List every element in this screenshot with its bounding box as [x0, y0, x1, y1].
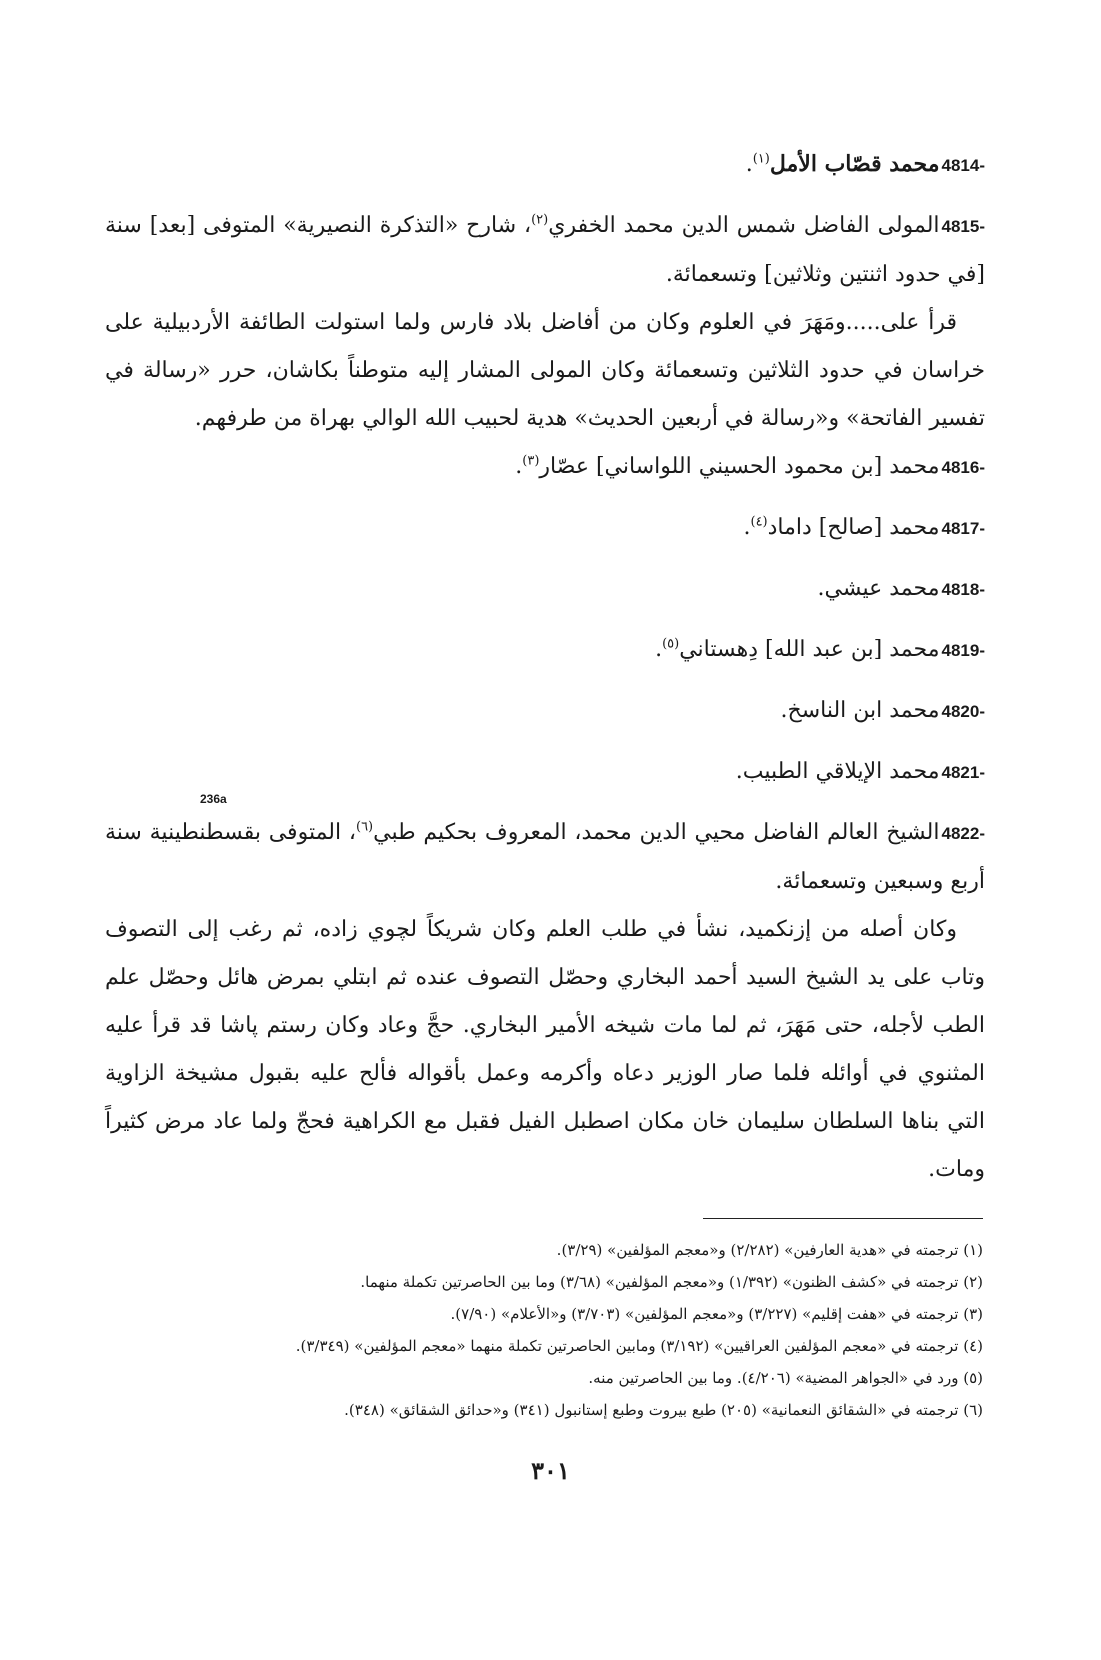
- entry-4822: [105, 809, 985, 906]
- footnote-ref[interactable]: (٦): [355, 819, 374, 835]
- entry-heading: محمد [بن عبد الله] دِهستاني: [679, 637, 940, 662]
- entry-number: 4814-: [941, 156, 985, 175]
- entry-tail: ، شارح «التذكرة النصيرية» المتوفى [بعد] سنة [في حدود اثنتين وثلاثين] وتسعمائة.: [105, 213, 985, 287]
- footnote: (٤) ترجمته في «معجم المؤلفين العراقيين» (٣/١٩٢) ومابين الحاصرتين تكملة منهما «معجم المؤلفين» (٣/٣٤٩).: [295, 1337, 983, 1355]
- footnotes: [103, 1234, 983, 1426]
- entry-number: 4819-: [941, 641, 985, 660]
- footnote: (١) ترجمته في «هدية العارفين» (٢/٢٨٢) و«معجم المؤلفين» (٣/٢٩).: [556, 1241, 983, 1259]
- main-text: [105, 140, 985, 1194]
- entry-tail: .: [743, 515, 751, 540]
- entry-heading: المولى الفاضل شمس الدين محمد الخفري: [548, 213, 940, 238]
- manuscript-folio-marker: 236a: [200, 792, 227, 806]
- entry-heading: محمد عيشي.: [817, 576, 940, 601]
- footnote-ref[interactable]: (٣): [522, 453, 540, 469]
- footnote-ref[interactable]: (٤): [750, 514, 768, 530]
- footnote: (٥) ورد في «الجواهر المضية» (٤/٢٠٦). وما بين الحاصرتين منه.: [588, 1369, 983, 1387]
- entry-4816: [105, 443, 985, 492]
- entry-tail: ، المتوفى بقسطنطينية سنة أربع وسبعين وتسعمائة.: [105, 820, 985, 894]
- footnote-ref[interactable]: (٢): [531, 212, 549, 228]
- entry-4814: [105, 140, 985, 190]
- entry-heading: الشيخ العالم الفاضل محيي الدين محمد، المعروف بحكيم طبي: [373, 820, 940, 845]
- entry-tail: .: [655, 637, 663, 662]
- entry-4822-paragraph: وكان أصله من إزنكميد، نشأ في طلب العلم وكان شريكاً لچوي زاده، ثم رغب إلى التصوف وتاب على يد الشيخ السيد أحمد البخاري وحصّل التصوف عنده ثم ابتلي بمرض هائل وحصّل علم الطب لأجله، حتى مَهَرَ، ثم لما مات شيخه الأمير البخاري. حجَّ وعاد وكان رستم پاشا قد قرأ عليه المثنوي في أوائله فلما صار الوزير دعاه وأكرمه وعمل بأقواله فألح عليه بقبول مشيخة الزاوية التي بناها السلطان سليمان خان مكان اصطبل الفيل فقبل مع الكراهية فحجّ ولما عاد مرض كثيراً ومات.: [105, 917, 985, 1182]
- entry-heading: محمد ابن الناسخ.: [780, 698, 940, 723]
- entry-number: 4816-: [941, 458, 985, 477]
- entry-4815-paragraph: قرأ على.....ومَهَرَ في العلوم وكان من أفاضل بلاد فارس ولما استولت الطائفة الأردبيلية على خراسان في حدود الثلاثين وتسعمائة وكان المولى المشار إليه متوطناً بكاشان، حرر «رسالة في تفسير الفاتحة» و«رسالة في أربعين الحديث» هدية لحبيب الله الوالي بهراة من طرفهم.: [105, 310, 985, 431]
- entry-heading: محمد قصّاب الأمل: [769, 151, 940, 177]
- entry-4821: [105, 748, 985, 797]
- page-number: ٣٠١: [531, 1456, 570, 1485]
- entry-number: 4818-: [941, 580, 985, 599]
- entry-4819: [105, 626, 985, 675]
- entry-4815: [105, 202, 985, 299]
- entry-number: 4817-: [941, 519, 985, 538]
- entry-4818: [105, 565, 985, 614]
- entry-number: 4822-: [941, 824, 985, 843]
- footnote-ref[interactable]: (٥): [662, 636, 680, 652]
- entry-number: 4815-: [941, 217, 985, 236]
- footnote: (٣) ترجمته في «هفت إقليم» (٣/٢٢٧) و«معجم المؤلفين» (٣/٧٠٣) و«الأعلام» (٧/٩٠).: [450, 1305, 983, 1323]
- entry-4817: [105, 504, 985, 553]
- entry-4820: [105, 687, 985, 736]
- footnote: (٦) ترجمته في «الشقائق النعمانية» (٢٠٥) طبع بيروت وطبع إستانبول (٣٤١) و«حدائق الشقائق» (٣٤٨).: [344, 1401, 983, 1419]
- footnote: (٢) ترجمته في «كشف الظنون» (١/٣٩٢) و«معجم المؤلفين» (٣/٦٨) وما بين الحاصرتين تكملة منهما.: [360, 1273, 983, 1291]
- footnote-separator: [703, 1218, 983, 1219]
- entry-tail: .: [745, 152, 753, 177]
- entry-number: 4821-: [941, 763, 985, 782]
- entry-heading: محمد [بن محمود الحسيني اللواساني] عصّار: [539, 454, 940, 479]
- entry-heading: محمد [صالح] داماد: [767, 515, 940, 540]
- entry-number: 4820-: [941, 702, 985, 721]
- footnote-ref[interactable]: (١): [752, 151, 770, 167]
- entry-tail: .: [515, 454, 523, 479]
- entry-heading: محمد الإيلاقي الطبيب.: [735, 759, 940, 784]
